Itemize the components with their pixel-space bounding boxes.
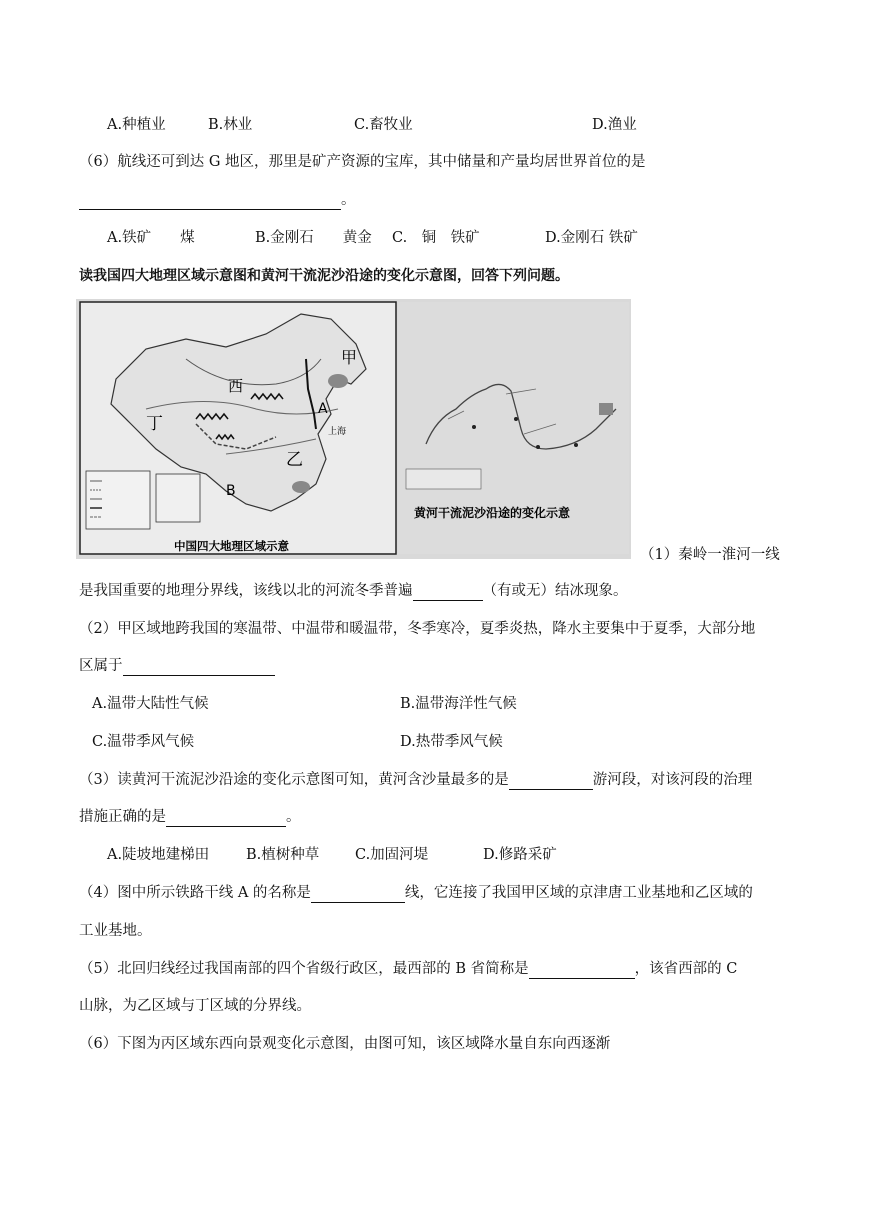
q3-line1: （3）读黄河干流泥沙沿途的变化示意图可知，黄河含沙量最多的是 游河段，对该河段的治理 — [79, 772, 753, 788]
option-c: C. 铜 铁矿 — [392, 230, 480, 246]
q4-line1: （4）图中所示铁路干线 A 的名称是 线，它连接了我国甲区域的京津唐工业基地和乙区域的 — [79, 885, 753, 901]
q1-line2: 是我国重要的地理分界线，该线以北的河流冬季普遍 （有或无）结冰现象。 — [79, 583, 628, 599]
option-a: A.陡坡地建梯田 — [107, 847, 210, 863]
q1-head: （1）秦岭一淮河一线 — [640, 547, 780, 563]
section-intro: 读我国四大地理区域示意图和黄河干流泥沙沿途的变化示意图，回答下列问题。 — [79, 268, 569, 284]
q5-line1: （5）北回归线经过我国南部的四个省级行政区，最西部的 B 省简称是 ，该省西部的 C — [79, 961, 738, 977]
map-figure — [76, 299, 631, 559]
option-a: A.种植业 — [107, 117, 166, 133]
q2-line1: （2）甲区域地跨我国的寒温带、中温带和暖温带，冬季寒冷，夏季炎热，降水主要集中于夏季，大部分地 — [79, 621, 756, 637]
answer-blank[interactable] — [79, 193, 341, 210]
q2-line2: 区属于 — [79, 656, 275, 676]
answer-blank[interactable] — [413, 584, 483, 601]
q2-option-a: A.温带大陆性气候 — [92, 696, 209, 712]
q6a-stem: （6）航线还可到达 G 地区，那里是矿产资源的宝库，其中储量和产量均居世界首位的是 — [79, 154, 646, 170]
q2-option-d: D.热带季风气候 — [400, 734, 503, 750]
label-b: B — [226, 483, 236, 499]
option-b: B.金刚石 黄金 — [255, 230, 372, 246]
option-d: D.修路采矿 — [483, 847, 557, 863]
q3-line2: 措施正确的是 。 — [79, 809, 301, 825]
answer-blank[interactable] — [166, 810, 286, 827]
answer-blank[interactable] — [123, 659, 275, 676]
label-yi: 乙 — [286, 450, 303, 470]
option-d: D.渔业 — [592, 117, 637, 133]
option-b: B.林业 — [208, 117, 253, 133]
label-xi: 西 — [228, 377, 244, 395]
label-jia: 甲 — [341, 348, 358, 367]
label-ding: 丁 — [146, 414, 163, 434]
answer-blank[interactable] — [311, 886, 405, 903]
right-caption: 黄河干流泥沙沿途的变化示意 — [414, 506, 571, 520]
q6a-answer-line: 。 — [79, 190, 356, 210]
q2-option-b: B.温带海洋性气候 — [400, 696, 517, 712]
label-shanghai: 上海 — [328, 427, 347, 437]
option-c: C.畜牧业 — [354, 117, 413, 133]
answer-blank[interactable] — [529, 962, 635, 979]
option-c: C.加固河堤 — [355, 847, 429, 863]
left-caption: 中国四大地理区域示意 — [174, 539, 289, 553]
q2-option-c: C.温带季风气候 — [92, 734, 195, 750]
q6b-line1: （6）下图为丙区域东西向景观变化示意图，由图可知，该区域降水量自东向西逐渐 — [79, 1036, 611, 1052]
option-b: B.植树种草 — [246, 847, 320, 863]
answer-blank[interactable] — [509, 773, 593, 790]
q4-line2: 工业基地。 — [79, 923, 152, 939]
q5-line2: 山脉，为乙区域与丁区域的分界线。 — [79, 998, 311, 1014]
option-a: A.铁矿 煤 — [107, 230, 195, 246]
option-d: D.金刚石 铁矿 — [545, 230, 638, 246]
label-a: A — [318, 401, 328, 417]
